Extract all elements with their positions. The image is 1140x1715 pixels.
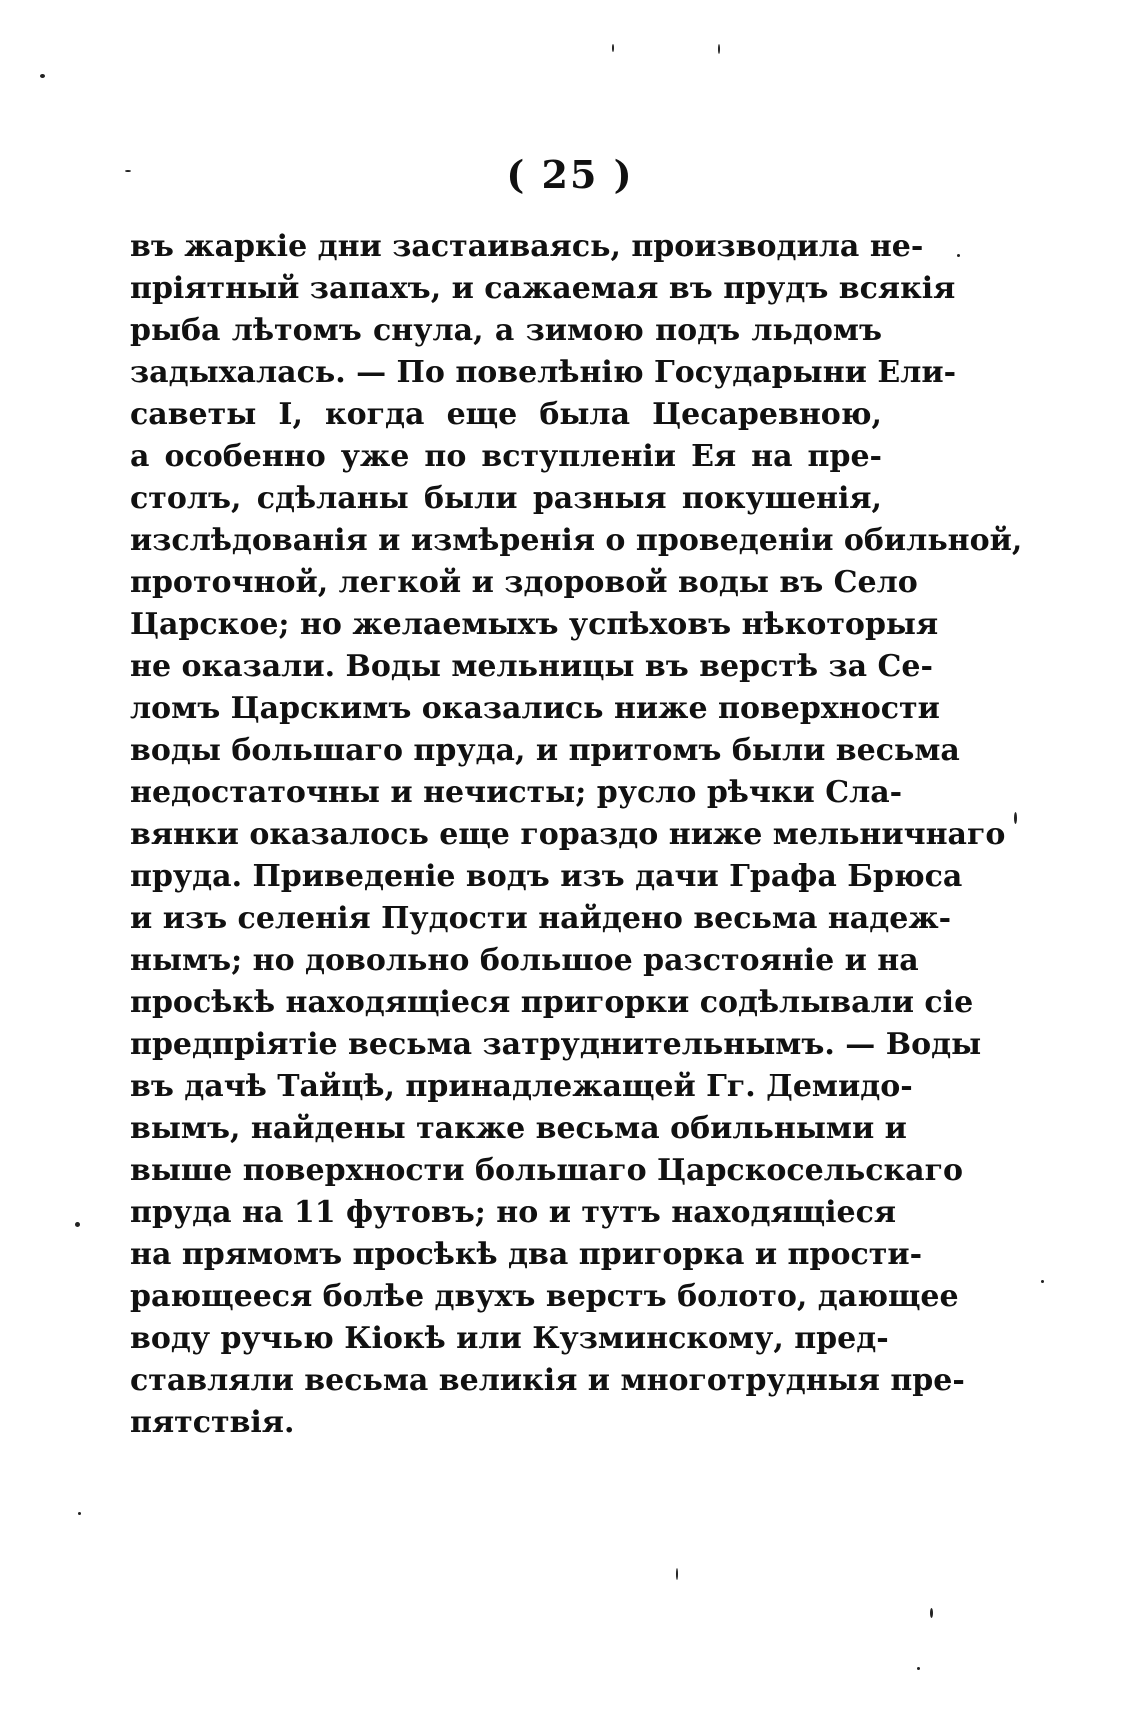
scan-speck <box>78 1512 81 1515</box>
text-line: Царское; но желаемыхъ успѣховъ нѣкоторыя <box>130 607 939 642</box>
body-text <box>130 226 1023 1444</box>
scan-speck <box>676 1568 678 1580</box>
scan-speck <box>40 74 45 78</box>
text-line: саветы I, когда еще была Цесаревною, <box>130 397 882 432</box>
text-line: пріятный запахъ, и сажаемая въ прудъ всякія <box>130 271 956 306</box>
text-line: пруда на 11 футовъ; но и тутъ находящіеся <box>130 1195 897 1230</box>
scan-speck <box>718 44 720 54</box>
scan-speck <box>930 1608 933 1618</box>
scan-speck <box>917 1667 920 1670</box>
text-line: пятствія. <box>130 1405 295 1440</box>
scan-speck <box>75 1222 80 1227</box>
text-line: задыхалась. — По повелѣнію Государыни Ели- <box>130 355 957 390</box>
text-line: ставляли весьма великія и многотрудныя пре- <box>130 1363 965 1398</box>
text-line: въ жаркіе дни застаиваясь, производила не- <box>130 229 924 264</box>
scan-speck <box>612 44 614 52</box>
text-line: не оказали. Воды мельницы въ верстѣ за Се- <box>130 649 933 684</box>
text-line: рыба лѣтомъ снула, а зимою подъ льдомъ <box>130 313 882 348</box>
text-line: ломъ Царскимъ оказались ниже поверхности <box>130 691 940 726</box>
text-line: на прямомъ просѣкѣ два пригорка и прости- <box>130 1237 923 1272</box>
text-line: а особенно уже по вступленіи Ея на пре- <box>130 439 882 474</box>
scan-speck <box>125 170 131 172</box>
text-line: вымъ, найдены также весьма обильными и <box>130 1111 907 1146</box>
text-line: въ дачѣ Тайцѣ, принадлежащей Гг. Демидо- <box>130 1069 913 1104</box>
text-line: столъ, сдѣланы были разныя покушенія, <box>130 481 882 516</box>
text-line: проточной, легкой и здоровой воды въ Село <box>130 565 918 600</box>
text-line: нымъ; но довольно большое разстояніе и на <box>130 943 919 978</box>
scan-speck <box>957 254 960 257</box>
scan-speck <box>1014 812 1017 824</box>
text-line: воды большаго пруда, и притомъ были весьма <box>130 733 960 768</box>
text-line: предпріятіе весьма затруднительнымъ. — Воды <box>130 1027 982 1062</box>
text-line: воду ручью Кіокѣ или Кузминскому, пред- <box>130 1321 889 1356</box>
page-number: ( 25 ) <box>506 152 634 197</box>
text-line: пруда. Приведеніе водъ изъ дачи Графа Брюса <box>130 859 963 894</box>
text-line: и изъ селенія Пудости найдено весьма надеж- <box>130 901 952 936</box>
text-line: рающееся болѣе двухъ верстъ болото, дающее <box>130 1279 959 1314</box>
text-line: вянки оказалось еще гораздо ниже мельничнаго <box>130 817 1006 852</box>
text-line: выше поверхности большаго Царскосельскаго <box>130 1153 963 1188</box>
text-line: изслѣдованія и измѣренія о проведеніи обильной, <box>130 523 1023 558</box>
scan-speck <box>1041 1280 1044 1283</box>
text-line: просѣкѣ находящіеся пригорки содѣлывали сіе <box>130 985 974 1020</box>
text-line: недостаточны и нечисты; русло рѣчки Сла- <box>130 775 903 810</box>
